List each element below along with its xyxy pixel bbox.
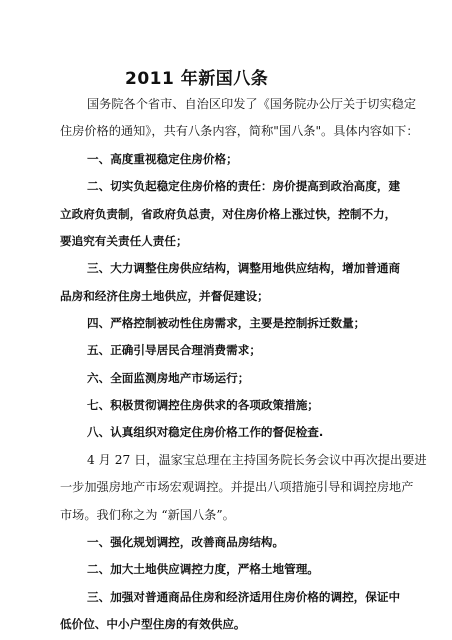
item-1: 一、高度重视稳定住房价格；	[87, 151, 238, 166]
item-8: 八、认真组织对稳定住房价格工作的督促检查.	[87, 425, 324, 440]
measure-2: 二、加大土地供应调控力度，严格土地管理。	[87, 562, 319, 577]
item-7: 七、积极贯彻调控住房供求的各项政策措施；	[87, 398, 319, 413]
intro-line-1: 国务院各个省市、自治区印发了《国务院办公厅关于切实稳定	[87, 97, 417, 111]
measure-1: 一、强化规划调控，改善商品房结构。	[87, 534, 285, 549]
april-line-3: 市场。我们称之为 “新国八条”。	[60, 507, 235, 522]
item-3-line-2: 品房和经济住房土地供应，并督促建设；	[60, 288, 269, 303]
item-2-line-2: 立政府负责制，省政府负总责，对住房价格上涨过快，控制不力，	[60, 206, 397, 221]
item-6: 六、全面监测房地产市场运行；	[87, 370, 250, 385]
measure-3-line-1: 三、加强对普通商品住房和经济适用住房价格的调控，保证中	[87, 589, 401, 604]
document-title: 2011 年新国八条	[125, 69, 269, 89]
april-line-2: 一步加强房地产市场宏观调控。并提出八项措施引导和调控房地产	[60, 480, 414, 495]
measure-3-line-2: 低价位、中小户型住房的有效供应。	[60, 617, 246, 631]
intro-line-2: 住房价格的通知》，共有八条内容，简称"国八条"。具体内容如下：	[60, 124, 419, 139]
april-line-1: 4 月 27 日，温家宝总理在主持国务院长务会议中再次提出要进	[87, 452, 427, 467]
item-5: 五、正确引导居民合理消费需求；	[87, 343, 261, 358]
item-2-line-1: 二、切实负起稳定住房价格的责任：房价提高到政治高度，建	[87, 179, 401, 194]
item-2-line-3: 要追究有关责任人责任；	[60, 233, 188, 248]
item-4: 四、严格控制被动性住房需求，主要是控制拆迁数量；	[87, 315, 366, 330]
item-3-line-1: 三、大力调整住房供应结构，调整用地供应结构，增加普通商	[87, 261, 401, 276]
